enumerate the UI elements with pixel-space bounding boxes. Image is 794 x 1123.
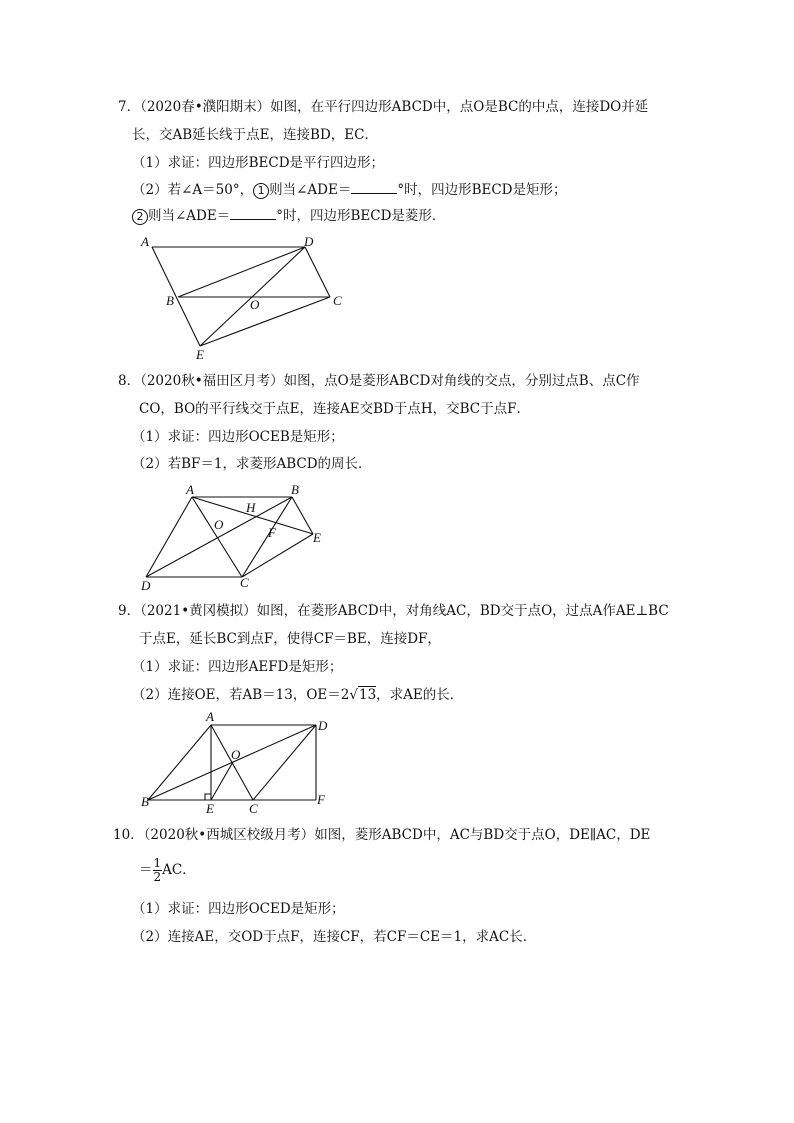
label-E: E xyxy=(196,347,204,362)
problem-8-part1: （1）求证：四边形OCEB是矩形； xyxy=(132,429,344,445)
label-B: B xyxy=(291,482,299,497)
label-B: B xyxy=(166,293,174,308)
problem-7-stem-line2: 长，交AB延长线于点E，连接BD，EC． xyxy=(132,127,378,143)
problem-7-source: （2020春•濮阳期末） xyxy=(140,99,271,115)
problem-9-source: （2021•黄冈模拟） xyxy=(140,603,257,619)
label-A: A xyxy=(186,482,194,497)
problem-10-stem-line1 xyxy=(113,826,650,844)
problem-8-stem-line2: CO，BO的平行线交于点E，连接AE交BD于点H，交BC于点F． xyxy=(139,401,530,417)
problem-8-source: （2020秋•福田区月考） xyxy=(140,373,284,389)
label-A: A xyxy=(206,709,214,724)
label-A: A xyxy=(141,234,149,249)
label-E: E xyxy=(313,530,321,545)
sqrt-sign: √ xyxy=(349,687,358,703)
problem-9-part2-prefix: （2）连接OE，若AB＝13，OE＝2 xyxy=(132,687,350,703)
sqrt-radicand: 13 xyxy=(358,687,377,703)
problem-9-part1: （1）求证：四边形AEFD是矩形； xyxy=(132,659,343,675)
problem-8-number: 8． xyxy=(118,373,141,389)
label-F: F xyxy=(317,792,325,807)
fraction-one-half xyxy=(153,857,163,884)
label-C: C xyxy=(333,293,342,308)
problem-10-part2: （2）连接AE，交OD于点F，连接CF，若CF＝CE＝1，求AC长． xyxy=(132,929,537,945)
problem-7-part2-prefix: （2）若∠A＝50°， xyxy=(132,182,254,198)
problem-7-part2-mid: 则当∠ADE＝ xyxy=(269,182,352,198)
label-E: E xyxy=(206,801,214,816)
problem-10-stem-text: 如图，菱形ABCD中，AC与BD交于点O，DE∥AC，DE xyxy=(314,827,651,843)
label-C: C xyxy=(240,575,249,590)
problem-8-stem-text: 如图，点O是菱形ABCD对角线的交点，分别过点B、点C作 xyxy=(283,373,640,389)
problem-10-stem-suffix: AC． xyxy=(162,862,196,878)
problem-7-part2-suffix: °时，四边形BECD是矩形； xyxy=(397,182,567,198)
label-O: O xyxy=(250,297,260,312)
problem-7-number: 7． xyxy=(118,99,141,115)
problem-10-equals: ＝ xyxy=(139,862,153,878)
problem-9-part2-suffix: ，求AE的长． xyxy=(376,687,464,703)
problem-10-number: 10． xyxy=(113,827,144,843)
label-F: F xyxy=(268,525,276,540)
label-O: O xyxy=(214,517,224,532)
label-D: D xyxy=(318,718,328,733)
label-H: H xyxy=(246,500,256,515)
label-C: C xyxy=(249,801,258,816)
problem-7-stem-text: 如图，在平行四边形ABCD中，点O是BC的中点，连接DO并延 xyxy=(270,99,649,115)
label-D: D xyxy=(304,234,314,249)
problem-7-part1: （1）求证：四边形BECD是平行四边形； xyxy=(132,155,385,171)
label-O: O xyxy=(231,747,241,762)
problem-8-part2: （2）若BF＝1，求菱形ABCD的周长． xyxy=(132,456,372,472)
problem-9-stem-line2: 于点E，延长BC到点F，使得CF＝BE，连接DF， xyxy=(139,631,441,647)
problem-9-number: 9． xyxy=(118,603,141,619)
label-B: B xyxy=(141,794,149,809)
circled-number-2: 2 xyxy=(132,209,148,225)
problem-7-part2b-suffix: °时，四边形BECD是菱形． xyxy=(276,208,446,224)
label-D: D xyxy=(141,578,151,593)
fraction-denominator: 2 xyxy=(153,870,162,884)
fraction-numerator: 1 xyxy=(153,856,162,870)
problem-9-stem-text: 如图，在菱形ABCD中，对角线AC，BD交于点O，过点A作AE⊥BC xyxy=(256,603,669,619)
circled-number-1: 1 xyxy=(253,183,269,199)
problem-10-part1: （1）求证：四边形OCED是矩形； xyxy=(132,901,345,917)
problem-10-source: （2020秋•西城区校级月考） xyxy=(143,827,315,843)
problem-7-part2b-mid: 则当∠ADE＝ xyxy=(148,208,231,224)
problem-10-stem-line2 xyxy=(139,855,196,885)
